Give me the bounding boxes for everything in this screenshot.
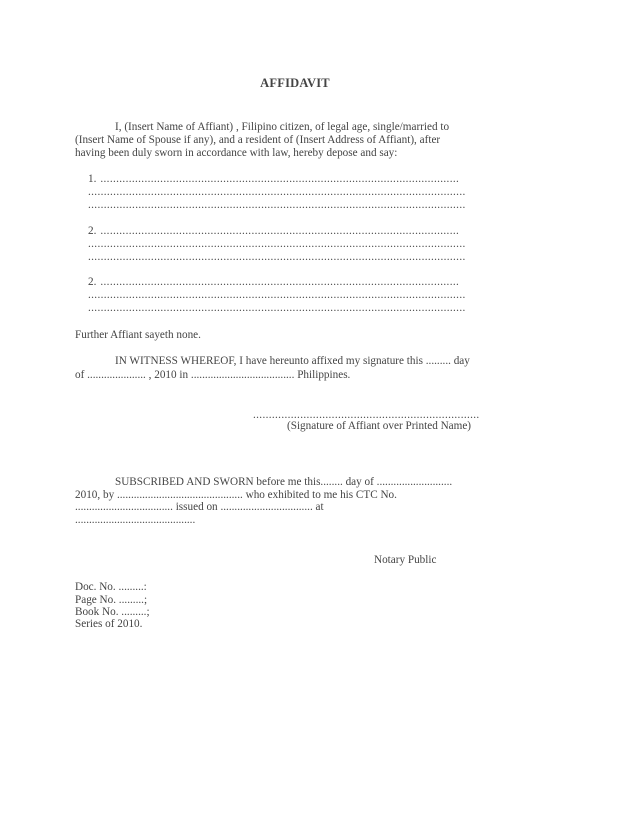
blank-line: ........................................................................................................................ (88, 251, 466, 263)
item-1 (88, 173, 499, 212)
item-3 (88, 276, 499, 315)
intro-line: having been duly sworn in accordance with law, hereby depose and say: (75, 147, 398, 159)
page-number: Page No. .........; (75, 594, 148, 606)
jurat-line: ................................... issued on ................................. at (75, 501, 324, 513)
jurat-line: SUBSCRIBED AND SWORN before me this........ day of ........................... (115, 476, 453, 488)
item-first-line (88, 173, 499, 186)
blank-line: ........................................................................................................................ (88, 302, 466, 314)
item-first-line (88, 225, 499, 238)
jurat-line: ........................................... (75, 514, 196, 526)
intro-line: I, (Insert Name of Affiant) , Filipino citizen, of legal age, single/married to (115, 121, 450, 133)
item-number: 1. (88, 173, 97, 185)
witness-line: of ..................... , 2010 in ..................................... Philippines. (75, 369, 351, 381)
intro-line: (Insert Name of Spouse if any), and a resident of (Insert Address of Affiant), after (75, 134, 441, 146)
intro-paragraph (75, 121, 495, 160)
blank-line: .................................................................................................................. (100, 173, 460, 185)
signature-caption: (Signature of Affiant over Printed Name) (287, 420, 472, 432)
blank-line: ........................................................................................................................ (88, 289, 466, 301)
jurat-line: 2010, by ............................................. who exhibited to me his CTC No. (75, 489, 397, 501)
item-first-line (88, 276, 499, 289)
witness-line: IN WITNESS WHEREOF, I have hereunto affixed my signature this ......... day (115, 355, 470, 367)
item-2 (88, 225, 499, 264)
blank-line: .................................................................................................................. (100, 276, 460, 288)
document-title: AFFIDAVIT (260, 76, 330, 90)
closing-statement: Further Affiant sayeth none. (75, 329, 201, 341)
blank-line: .................................................................................................................. (100, 225, 460, 237)
book-number: Book No. .........; (75, 606, 150, 618)
item-number: 2. (88, 276, 97, 288)
doc-number: Doc. No. .........: (75, 581, 147, 593)
blank-line: ........................................................................................................................ (88, 186, 466, 198)
item-number: 2. (88, 225, 97, 237)
signature-line: ........................................................................ (253, 409, 480, 421)
notary-public-label: Notary Public (374, 554, 437, 566)
blank-line: ........................................................................................................................ (88, 238, 466, 250)
blank-line: ........................................................................................................................ (88, 199, 466, 211)
series-year: Series of 2010. (75, 618, 143, 630)
